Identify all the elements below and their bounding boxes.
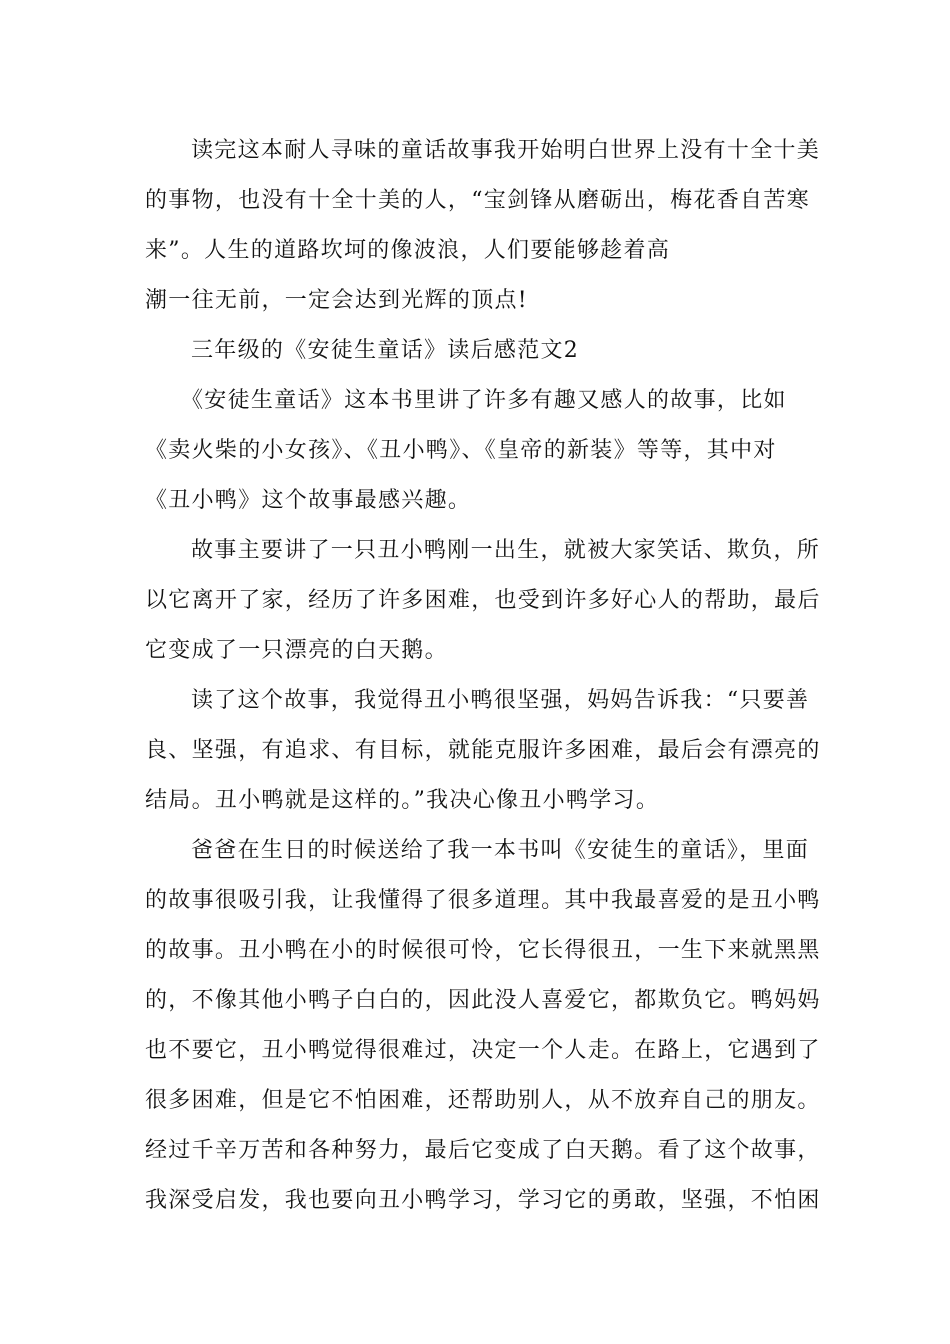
paragraph-line: 的事物，也没有十全十美的人，“宝剑锋从磨砺出，梅花香自苦寒: [145, 188, 810, 213]
paragraph-line: 的，不像其他小鸭子白白的，因此没人喜爱它，都欺负它。鸭妈妈: [145, 988, 821, 1013]
paragraph-line: 它变成了一只漂亮的白天鹅。: [145, 638, 448, 663]
paragraph-line: 我深受启发，我也要向丑小鸭学习，学习它的勇敢，坚强，不怕困: [145, 1188, 821, 1213]
paragraph-line: 潮一往无前，一定会达到光辉的顶点!: [145, 288, 528, 313]
paragraph-line: 读完这本耐人寻味的童话故事我开始明白世界上没有十全十美: [191, 138, 821, 163]
paragraph-line: 很多困难，但是它不怕困难，还帮助别人，从不放弃自己的朋友。: [145, 1088, 821, 1113]
paragraph-line: 读了这个故事，我觉得丑小鸭很坚强，妈妈告诉我：“只要善: [191, 688, 810, 713]
paragraph-line: 的故事。丑小鸭在小的时候很可怜，它长得很丑，一生下来就黑黑: [145, 938, 821, 963]
paragraph-line: 故事主要讲了一只丑小鸭刚一出生，就被大家笑话、欺负，所: [191, 538, 821, 563]
paragraph-line: 《丑小鸭》这个故事最感兴趣。: [145, 488, 472, 513]
paragraph-line: 《安徒生童话》这本书里讲了许多有趣又感人的故事，比如: [181, 388, 787, 413]
paragraph-line: 来”。人生的道路坎坷的像波浪，人们要能够趁着高: [145, 238, 671, 263]
paragraph-line: 爸爸在生日的时候送给了我一本书叫《安徒生的童话》，里面: [191, 838, 810, 863]
paragraph-line: 的故事很吸引我，让我懂得了很多道理。其中我最喜爱的是丑小鸭: [145, 888, 821, 913]
paragraph-line: 也不要它，丑小鸭觉得很难过，决定一个人走。在路上，它遇到了: [145, 1038, 821, 1063]
paragraph-line: 良、坚强，有追求、有目标，就能克服许多困难，最后会有漂亮的: [145, 738, 821, 763]
paragraph-line: 经过千辛万苦和各种努力，最后它变成了白天鹅。看了这个故事，: [145, 1138, 821, 1163]
paragraph-line: 《卖火柴的小女孩》、《丑小鸭》、《皇帝的新装》等等，其中对: [145, 438, 777, 463]
section-heading: 三年级的《安徒生童话》读后感范文2: [191, 338, 580, 363]
paragraph-line: 结局。丑小鸭就是这样的。”我决心像丑小鸭学习。: [145, 788, 660, 813]
paragraph-line: 以它离开了家，经历了许多困难，也受到许多好心人的帮助，最后: [145, 588, 821, 613]
